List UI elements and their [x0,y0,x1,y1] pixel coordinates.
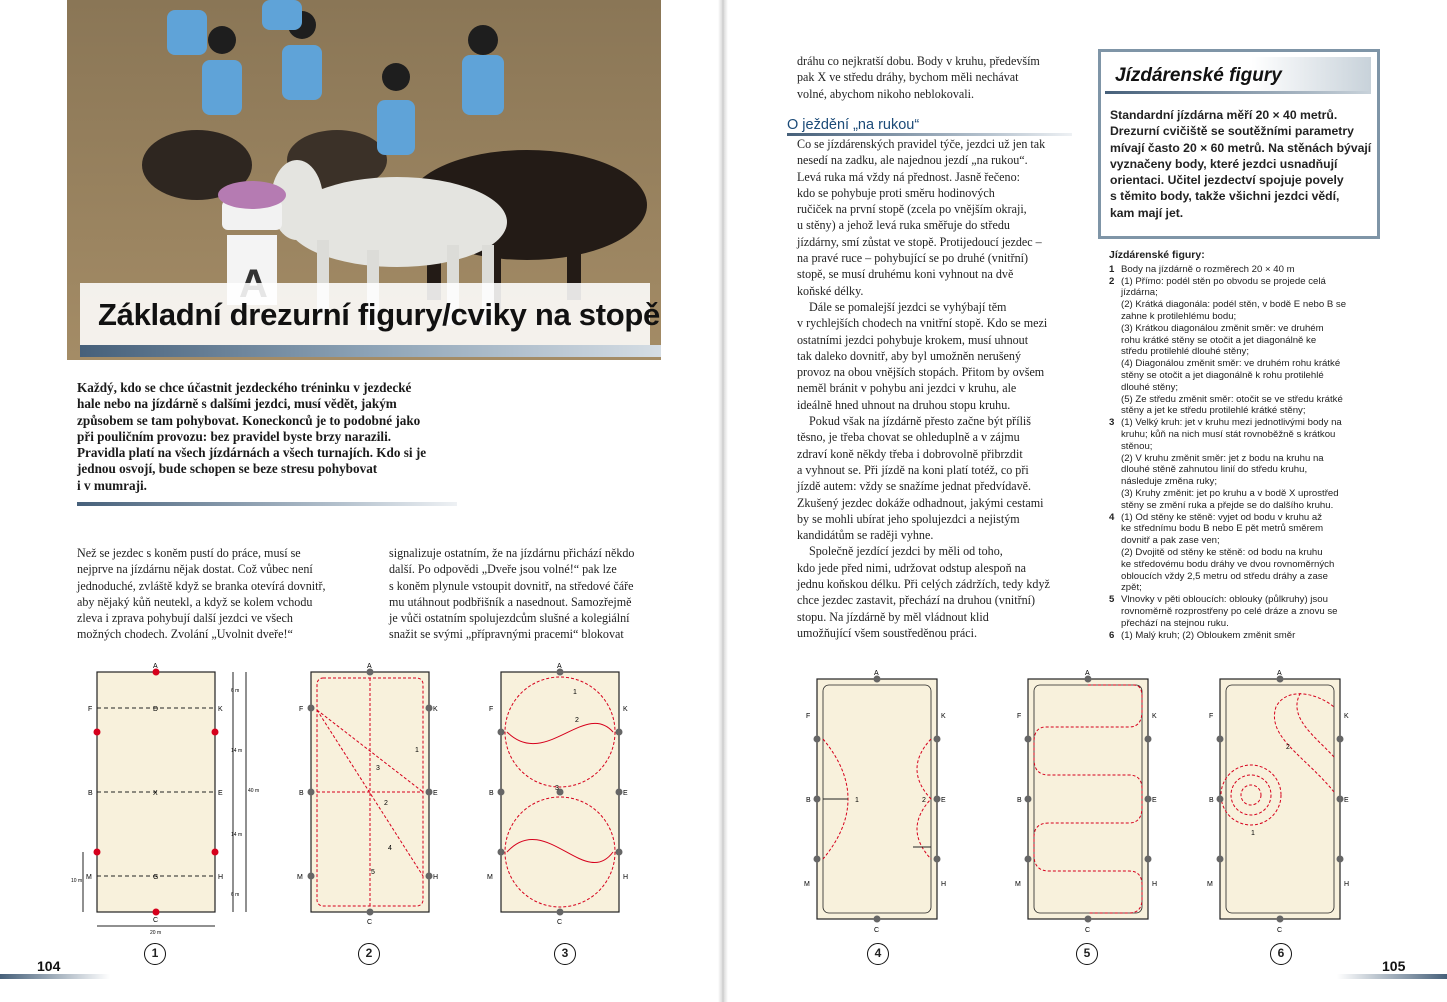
circle-point [94,849,101,856]
point [1337,736,1344,743]
label-a: A [557,663,562,670]
page-number-left: 104 [37,958,61,974]
label-m: M [804,881,810,888]
list-item [1109,417,1354,511]
figure-number-5: 5 [1076,943,1098,965]
dim-14m-bottom: 14 m [231,832,243,838]
label-k: K [1344,713,1349,720]
point [934,796,941,803]
label-f: F [1209,713,1214,720]
dim-6m-bottom: 6 m [231,892,240,898]
intro-rule [77,502,457,506]
list-item-number: 1 [1109,263,1115,275]
label-g: G [153,874,159,881]
list-item-text: (1) Malý kruh; (2) Obloukem změnit směr [1121,629,1296,641]
right-column-top [797,53,1082,102]
route-number-1: 1 [415,747,419,754]
arena-diagram-2-svg [295,660,445,935]
label-b: B [88,790,93,797]
route-number-2: 2 [1286,744,1290,751]
arena-diagram-5 [1014,667,1164,942]
route-number-1: 1 [855,797,859,804]
arena-diagram-2 [295,660,445,940]
route-number-2: 2 [575,717,579,724]
point [814,796,821,803]
arena-diagram-3 [485,660,635,940]
label-a: A [153,663,158,670]
label-c: C [557,919,563,926]
point [1145,736,1152,743]
circle-point [212,729,219,736]
body-column-1 [77,545,377,643]
figure-number-1: 1 [144,943,166,965]
label-h: H [218,874,224,881]
label-m: M [1015,881,1021,888]
dim-6m-top: 6 m [231,688,240,694]
list-item-text: (1) Od stěny ke stěně: vyjet od bodu v kruhu až ke střednímu bodu B nebo E pět metrů směrem dovnitř a pak zase ven; (2) Dvojitě od stěny ke stěně: od bodu na kruhu ke středovému bodu dráhy ve dvou rovnoměrných obloucích vždy 2,5 metru od středu dráhy a zase zpět; [1121,511,1335,594]
point [1217,796,1224,803]
label-m: M [1207,881,1213,888]
list-item-text: (1) Přímo: podél stěn po obvodu se projede celá jízdárna; (2) Krátká diagonála: podél stěn, v bodě E nebo B se zahne k protilehlému bodu; (3) Krátkou diagonálou změnit směr: ve druhém rohu krátké stěny se otočit a jet diagonálně ke středu protilehlé dlouhé stěny; (4) Diagonálou změnit směr: ve druhém rohu krátké stěny se otočit a jet diagonálně k rohu protilehlé dlouhé stěny; (5) Ze středu změnit směr: otočit se ve středu krátké stěny a jet ke středu protilehlé krátké stěny; [1121,275,1347,417]
dim-14m-top: 14 m [231,748,243,754]
label-a: A [367,663,372,670]
list-item-number: 6 [1109,629,1115,641]
figure-number-2: 2 [358,943,380,965]
label-m: M [86,874,92,881]
arena-diagram-5-svg [1014,667,1164,937]
intro-paragraph [77,380,457,494]
right-col-p3: Pokud však na jízdárně přesto začne být příliš těsno, je třeba chovat se ohleduplně a v zájmu zdraví koně někdy třeba i dobrovolně přibrzdit a vyhnout se. Při jízdě na koni platí totéž, co při jízdě autem: vždy se snažíme jednat předvídavě. Zkušený jezdec dokáže odhadnout, jakými cestami by se mohli ubírat jeho spolujezdci a nejistým kandidátům se raději vyhne. [797,414,1044,543]
list-item-number: 5 [1109,594,1115,606]
label-b: B [1209,797,1214,804]
label-e: E [433,790,438,797]
list-item [1109,512,1354,595]
label-a: A [1277,670,1282,677]
point [426,789,433,796]
route-number-4: 4 [388,845,392,852]
label-h: H [433,874,439,881]
point [308,705,315,712]
point [426,873,433,880]
right-col-p2: Dále se pomalejší jezdci se vyhýbají těm v rychlejších chodech na vnitřní stopě. Kdo se mezi ostatními jezdci pohybuje krokem, musí uhnout tak daleko dovnitř, aby byl umožněn nerušený provoz na obou vnějších stopách. Přitom by ovšem neměl bránit v pohybu ani jezdci v kruhu, ale ideálně hned uhnout na druhou stopu kruhu. [797,299,1048,412]
arena-rect [1028,679,1148,919]
label-c: C [874,927,880,934]
subheading: O ježdění „na rukou“ [787,117,920,133]
dim-20m: 20 m [150,930,162,936]
list-item [1109,630,1354,642]
point-c [557,909,564,916]
label-a: A [874,670,879,677]
point [1217,736,1224,743]
label-a: A [1085,670,1090,677]
label-h: H [941,881,947,888]
point [1217,856,1224,863]
route-number-2: 2 [384,800,388,807]
point [1025,856,1032,863]
info-box-text: Standardní jízdárna měří 20 × 40 metrů. Drezurní cvičiště se soutěžními parametry mívají často 20 × 60 metrů. Na stěnách bývají vyznačeny body, které jezdci usnadňují orientaci. Učitel jezdectví spojuje povely s těmito body, takže všichni jezdci vědí, kam mají jet. [1110,108,1372,220]
figure-number-6: 6 [1270,943,1292,965]
label-c: C [367,919,373,926]
page-title: Základní drezurní figury/cviky na stopě [98,297,660,332]
label-h: H [623,874,629,881]
route-number-3: 3 [376,765,380,772]
right-col-p1: Co se jízdárenských pravidel týče, jezdci už jen tak nesedí na zadku, ale najednou jezdí „na rukou“. Levá ruka má vždy ná přednost. Jasně řečeno: kdo se pohybuje proti směru hodinových ručiček na první stopě (zcela po vnějším okraji, u stěny) a jehož levá ruka směřuje do středu jízdárny, smí zůstat ve stopě. Protijedoucí jezdec – na pravé ruce – pohybující se po druhé (vnitřní) stopě, se musí druhému koni vyhnout na dvě koňské délky. [797,137,1046,298]
list-item-number: 3 [1109,417,1115,429]
dim-40m: 40 m [248,788,260,794]
list-item-number: 4 [1109,511,1115,523]
route-number-3: 3 [555,785,559,792]
point [1145,856,1152,863]
label-e: E [1152,797,1157,804]
arena-diagram-1-svg [71,660,278,936]
point [498,789,505,796]
point-c [153,909,160,916]
book-gutter [718,0,728,1002]
point [498,849,505,856]
page-number-right: 105 [1382,958,1406,974]
label-h: H [1344,881,1350,888]
figures-list [1109,250,1354,641]
point [1337,796,1344,803]
left-page [0,0,722,1002]
info-box-rule [1105,91,1371,94]
point-c [1277,916,1284,923]
list-item-text: Body na jízdárně o rozměrech 20 × 40 m [1121,263,1295,275]
label-k: K [433,706,438,713]
point [1025,796,1032,803]
right-column-body [797,136,1082,641]
label-b: B [299,790,304,797]
list-item-text: (1) Velký kruh: jet v kruhu mezi jednotlivými body na kruhu; kůň na nich musí stát rovnoběžně s krátkou stěnou; (2) V kruhu změnit směr: jet z bodu na kruhu na dlouhé stěně zahnutou linií do středu kruhu, následuje změna ruky; (3) Kruhy změnit: jet po kruhu a v bodě X uprostřed stěny se změní ruka a přejde se do dalšího kruhu. [1121,417,1342,511]
label-c: C [153,917,159,924]
arena-rect [1220,679,1340,919]
point [1145,796,1152,803]
label-e: E [623,790,628,797]
label-k: K [941,713,946,720]
route-number-2: 2 [922,797,926,804]
point [934,856,941,863]
label-m: M [297,874,303,881]
point [616,849,623,856]
point [1337,856,1344,863]
list-item-number: 2 [1109,275,1115,287]
label-e: E [941,797,946,804]
label-d: D [153,706,159,713]
arena-diagram-4-svg [803,667,953,937]
point [814,736,821,743]
info-box-title: Jízdárenské figury [1115,65,1282,86]
label-e: E [218,790,223,797]
list-item-text: Vlnovky v pěti obloucích: oblouky (půlkruhy) jsou rovnoměrně rozprostřeny po celé dráze a znovu se přechází na stejnou ruku. [1121,594,1338,629]
list-item [1109,276,1354,418]
point [616,789,623,796]
list-item [1109,264,1354,276]
label-f: F [299,706,304,713]
right-col-p4: Společně jezdící jezdci by měli od toho, kdo jede před nimi, udržovat odstup alespoň na jednu koňskou délku. Při celých zádržích, tedy když chce jezdec zastavit, přechází na druhou (vnitřní) stopu. Na jízdárně by měl vládnout klid umožňující všem soustředěnou práci. [797,544,1050,640]
label-b: B [1017,797,1022,804]
label-f: F [489,706,494,713]
body-col1-text: Než se jezdec s koněm pustí do práce, musí se nejprve na jízdárnu nějak dostat. Což vůbec není jednoduché, zvláště když se branka otevírá dovnitř, aby nějaký kůň neutekl, a když se kolem vchodu zleva i zprava pohybují další jezdci ve všech možných chodech. Zvolání „Uvolnit dveře!“ [77,546,326,642]
arena-diagram-6-svg [1206,667,1356,937]
arena-diagram-3-svg [485,660,635,935]
point-c [1085,916,1092,923]
title-accent-bar [80,345,661,357]
dim-10m: 10 m [71,878,83,884]
circle-point [94,729,101,736]
folio-bar-left [0,974,110,979]
info-box-header [1105,57,1371,93]
body-col2-text: signalizuje ostatním, že na jízdárnu přichází někdo další. Po odpovědi „Dveře jsou volné!“ pak lze s koněm plynule vstoupit dovnitř, na středové čáře mu utáhnout podbřišník a nasednout. Samozřejmě je vůči ostatním spolujezdcům slušné a kolegiální snažit se svými „přípravnými pracemi“ blokovat [389,546,635,642]
label-b: B [489,790,494,797]
folio-bar-right [1337,974,1447,979]
figure-number-4: 4 [867,943,889,965]
label-f: F [88,706,93,713]
circle-point [212,849,219,856]
point-c [367,909,374,916]
right-col-top-text: dráhu co nejkratší dobu. Body v kruhu, především pak X ve středu dráhy, bychom měli nechávat volné, abychom nikoho neblokovali. [797,54,1040,101]
point-c [874,916,881,923]
label-m: M [487,874,493,881]
figure-number-3: 3 [554,943,576,965]
label-b: B [806,797,811,804]
point [616,729,623,736]
point [308,789,315,796]
intro-text: Každý, kdo se chce účastnit jezdeckého tréninku v jezdecké hale nebo na jízdárně s dalšími jezdci, musí vědět, jakým způsobem se tam pohybovat. Koneckonců je to podobné jako při pouličním provozu: bez pravidel byste brzy narazili. Pravidla platí na všech jízdárnách a všech turnajích. Kdo si je jednou osvojí, bude schopen se beze stresu pohybovat i v mumraji. [77,380,427,493]
info-box [1098,49,1380,239]
label-c: C [1085,927,1091,934]
point [498,729,505,736]
arena-diagram-6 [1206,667,1356,942]
label-f: F [1017,713,1022,720]
label-x: X [153,790,158,797]
point [814,856,821,863]
label-f: F [806,713,811,720]
point [308,873,315,880]
label-k: K [1152,713,1157,720]
point [934,736,941,743]
route-number-1: 1 [573,689,577,696]
figures-list-title: Jízdárenské figury: [1109,249,1205,261]
label-k: K [623,706,628,713]
route-number-5: 5 [371,869,375,876]
label-h: H [1152,881,1158,888]
label-c: C [1277,927,1283,934]
route-number-1: 1 [1251,830,1255,837]
point [426,705,433,712]
point [1025,736,1032,743]
label-e: E [1344,797,1349,804]
arena-diagram-4 [803,667,953,942]
label-k: K [218,706,223,713]
body-column-2 [389,545,679,643]
arena-diagram-1 [71,660,278,940]
list-item [1109,594,1354,629]
title-band [80,283,660,345]
